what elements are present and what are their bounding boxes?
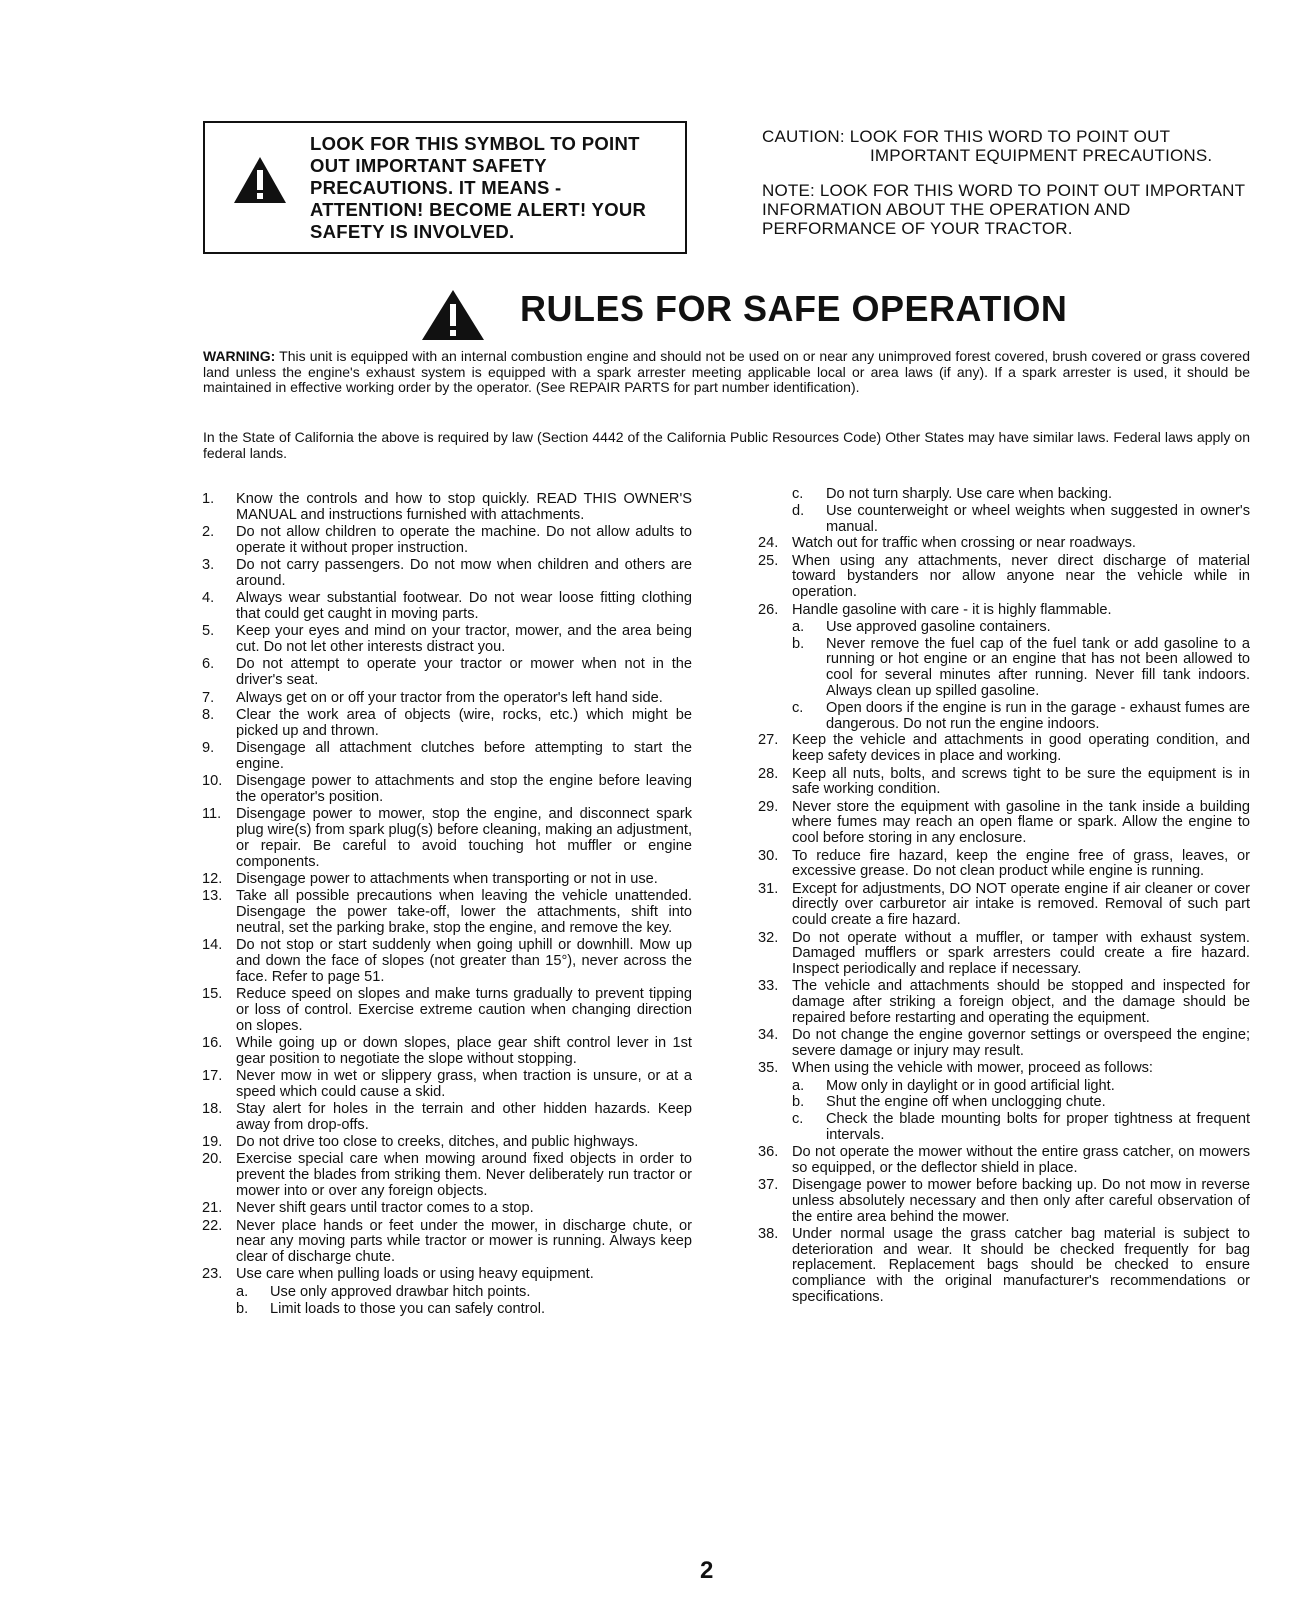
page-title: RULES FOR SAFE OPERATION: [520, 288, 1068, 329]
rule-item-number: 6.: [202, 656, 215, 673]
rule-item: [758, 1227, 1250, 1306]
rule-item-text: Keep the vehicle and attachments in good operating condition, and keep safety devices in place and working.: [792, 732, 1250, 765]
rule-item-number: 18.: [202, 1100, 223, 1117]
rule-item: [202, 889, 692, 936]
rule-item: [202, 1036, 692, 1068]
caution-line-1: CAUTION: LOOK FOR THIS WORD TO POINT OUT: [762, 127, 1171, 146]
rule-subitem-number: c.: [792, 1111, 804, 1128]
rule-item-number: 25.: [758, 552, 779, 569]
page-number: 2: [700, 1557, 714, 1584]
rule-item-text: Handle gasoline with care - it is highly flammable.: [792, 601, 1112, 618]
rule-item-text: The vehicle and attachments should be stopped and inspected for damage after striking a foreign object, and the damage should be repaired before restarting and operating the equipment.: [792, 978, 1250, 1026]
rule-item-number: 3.: [202, 557, 215, 574]
rule-item: [202, 591, 692, 623]
safety-symbol-box: [203, 121, 687, 254]
rule-subitem-text: Mow only in daylight or in good artificial light.: [826, 1077, 1115, 1094]
rule-item-number: 14.: [202, 937, 223, 954]
rule-item: [758, 767, 1250, 799]
rule-item: [202, 987, 692, 1034]
rule-item-number: 1.: [202, 491, 215, 507]
rule-item-text: Never mow in wet or slippery grass, when traction is unsure, or at a speed which could cause a skid.: [236, 1067, 692, 1100]
rule-item: [758, 733, 1250, 765]
rule-subitem-text: Use only approved drawbar hitch points.: [270, 1283, 531, 1300]
rule-item: [202, 708, 692, 740]
rule-item: [758, 979, 1250, 1026]
rule-item: [202, 657, 692, 689]
rule-item-number: 4.: [202, 590, 215, 607]
rule-subitem: [792, 637, 1250, 700]
rule-item-number: 19.: [202, 1134, 223, 1151]
rule-item-text: Never place hands or feet under the mower, in discharge chute, or near any moving parts while tractor or mower is running. Always keep clear of discharge chute.: [236, 1217, 692, 1266]
rule-subitem-text: Shut the engine off when unclogging chute.: [826, 1094, 1106, 1111]
rule-item: [202, 492, 692, 524]
rule-item-text: Reduce speed on slopes and make turns gradually to prevent tipping or loss of control. Exercise extreme caution when changing direction on slopes.: [236, 985, 692, 1034]
rule-item-number: 36.: [758, 1143, 779, 1160]
rule-item-number: 38.: [758, 1225, 779, 1242]
rule-item: [758, 603, 1250, 619]
rule-item-text: To reduce fire hazard, keep the engine free of grass, leaves, or excessive grease. Do not clean product while engine is running.: [792, 847, 1250, 880]
rule-item-text: Disengage power to attachments when transporting or not in use.: [236, 870, 658, 887]
rule-item-number: 22.: [202, 1217, 223, 1234]
rule-subitem: [792, 504, 1250, 536]
california-paragraph: In the State of California the above is required by law (Section 4442 of the California Public Resources Code) Other States may have similar laws. Federal laws apply on federal lands.: [203, 429, 1250, 461]
rule-item: [202, 1267, 692, 1283]
rule-subitem-text: Open doors if the engine is run in the garage - exhaust fumes are dangerous. Do not run the engine indoors.: [826, 699, 1250, 732]
rule-subitem: [792, 701, 1250, 733]
rule-item-number: 23.: [202, 1266, 223, 1283]
rule-subitem: [792, 1079, 1250, 1095]
rule-item: [758, 1061, 1250, 1077]
rule-subitem-number: b.: [792, 635, 805, 652]
rule-subitem: [792, 1112, 1250, 1144]
rule-subitem-number: b.: [792, 1094, 805, 1111]
warning-label: WARNING:: [203, 348, 276, 364]
rule-item-number: 16.: [202, 1034, 223, 1051]
rules-column-left: [202, 492, 692, 1318]
rule-subitem: [236, 1285, 692, 1301]
rule-item-text: When using any attachments, never direct discharge of material toward bystanders nor allow anyone near the vehicle while in operation.: [792, 552, 1250, 601]
rule-item-text: Keep all nuts, bolts, and screws tight to be sure the equipment is in safe working condition.: [792, 765, 1250, 798]
safety-symbol-text: LOOK FOR THIS SYMBOL TO POINT OUT IMPORTANT SAFETY PRECAUTIONS. IT MEANS - ATTENTION! BECOME ALERT! YOUR SAFETY IS INVOLVED.: [310, 133, 647, 242]
rule-subitem: [236, 1302, 692, 1318]
rule-item-text: Disengage all attachment clutches before attempting to start the engine.: [236, 739, 692, 772]
rule-item-number: 35.: [758, 1060, 779, 1077]
rule-subitem-number: a.: [792, 1077, 805, 1094]
rule-item: [758, 1145, 1250, 1177]
rule-item-text: Disengage power to attachments and stop the engine before leaving the operator's position.: [236, 773, 692, 805]
rule-item: [758, 882, 1250, 929]
rule-item-text: Disengage power to mower, stop the engine, and disconnect spark plug wire(s) from spark plug(s) before cleaning, making an adjustment, or repair. Be careful to avoid touching hot muffler or engine components.: [236, 806, 692, 870]
warning-paragraph: [203, 349, 1250, 396]
rule-item-text: Take all possible precautions when leaving the vehicle unattended. Disengage the power take-off, lower the attachments, shift into neutral, set the parking brake, stop the engine, and remove the key.: [236, 888, 692, 936]
rule-item: [758, 554, 1250, 601]
rule-subitem-text: Use counterweight or wheel weights when suggested in owner's manual.: [826, 502, 1250, 535]
note-text: NOTE: LOOK FOR THIS WORD TO POINT OUT IMPORTANT INFORMATION ABOUT THE OPERATION AND PERFORMANCE OF YOUR TRACTOR.: [762, 181, 1245, 238]
warning-triangle-icon: [420, 288, 486, 342]
rule-item-text: Do not allow children to operate the machine. Do not allow adults to operate it without proper instruction.: [236, 524, 692, 556]
rule-item-text: Keep your eyes and mind on your tractor, mower, and the area being cut. Do not let other interests distract you.: [236, 623, 692, 656]
rule-item-number: 15.: [202, 985, 223, 1002]
rule-item-number: 20.: [202, 1151, 223, 1168]
rule-item-number: 10.: [202, 773, 223, 790]
rule-item-number: 8.: [202, 706, 215, 723]
rule-item: [202, 525, 692, 557]
rule-subitem-number: a.: [792, 618, 805, 635]
rule-item: [202, 1152, 692, 1199]
rule-subitem-text: Limit loads to those you can safely control.: [270, 1300, 545, 1317]
rule-item-text: Watch out for traffic when crossing or near roadways.: [792, 535, 1136, 552]
rule-item-number: 12.: [202, 870, 223, 887]
warning-triangle-icon: [232, 155, 288, 205]
rule-item: [202, 1135, 692, 1151]
rule-item-number: 17.: [202, 1067, 223, 1084]
rule-item-text: Except for adjustments, DO NOT operate engine if air cleaner or cover directly over carburetor air intake is removed. Removal of such part could create a fire hazard.: [792, 880, 1250, 929]
rule-item-text: Disengage power to mower before backing up. Do not mow in reverse unless absolutely necessary and then only after careful observation of the entire area behind the mower.: [792, 1176, 1250, 1225]
rule-item-text: Do not drive too close to creeks, ditches, and public highways.: [236, 1134, 639, 1151]
rule-item-number: 7.: [202, 689, 215, 706]
rule-item-number: 29.: [758, 798, 779, 815]
rule-item-text: Never shift gears until tractor comes to a stop.: [236, 1200, 534, 1217]
rule-item-text: Do not stop or start suddenly when going uphill or downhill. Mow up and down the face of slopes (not greater than 15°), never across the face. Refer to page 51.: [236, 937, 692, 985]
rule-item-text: Do not attempt to operate your tractor or mower when not in the driver's seat.: [236, 656, 692, 689]
rule-item: [202, 1069, 692, 1101]
rule-item-number: 13.: [202, 888, 223, 905]
rule-item: [202, 938, 692, 985]
rule-item: [202, 558, 692, 590]
rule-item-number: 26.: [758, 601, 779, 618]
rule-item-text: Clear the work area of objects (wire, rocks, etc.) which might be picked up and thrown.: [236, 706, 692, 739]
rule-item-text: When using the vehicle with mower, proceed as follows:: [792, 1060, 1153, 1077]
rule-item: [758, 800, 1250, 847]
rule-item-text: Always get on or off your tractor from the operator's left hand side.: [236, 689, 663, 706]
rule-item-number: 2.: [202, 524, 215, 541]
rule-item-text: Do not change the engine governor settings or overspeed the engine; severe damage or injury may result.: [792, 1027, 1250, 1060]
rule-item-number: 5.: [202, 623, 215, 640]
rule-item-text: Exercise special care when mowing around fixed objects in order to prevent the blades from striking them. Never deliberately run tractor or mower into or over any foreign objects.: [236, 1151, 692, 1199]
rule-item-number: 11.: [202, 806, 222, 823]
rule-subitem-text: Check the blade mounting bolts for proper tightness at frequent intervals.: [826, 1111, 1250, 1144]
caution-note-block: [762, 127, 1250, 238]
rule-item: [758, 931, 1250, 978]
rule-item-text: Under normal usage the grass catcher bag material is subject to deterioration and wear. It should be checked frequently for bag replacement. Replacement bags should be checked to ensure compliance with the original manufacturer's recommendations or specifications.: [792, 1225, 1250, 1306]
rule-subitem: [792, 1095, 1250, 1111]
rule-item-text: Do not carry passengers. Do not mow when children and others are around.: [236, 557, 692, 589]
rule-item-number: 24.: [758, 535, 779, 552]
rule-item-text: Never store the equipment with gasoline in the tank inside a building where fumes may reach an open flame or spark. Allow the engine to cool before storing in any enclosure.: [792, 798, 1250, 847]
rule-subitem-number: c.: [792, 699, 804, 716]
rule-item-text: Know the controls and how to stop quickly. READ THIS OWNER'S MANUAL and instructions furnished with attachments.: [236, 491, 692, 523]
rule-item: [202, 1102, 692, 1134]
rule-item-text: While going up or down slopes, place gear shift control lever in 1st gear position to negotiate the slope without stopping.: [236, 1034, 692, 1067]
rule-subitem: [792, 487, 1250, 503]
rule-item: [202, 741, 692, 773]
rule-item: [202, 872, 692, 888]
rule-item-number: 21.: [202, 1200, 223, 1217]
rule-item-number: 30.: [758, 847, 779, 864]
rule-item-number: 9.: [202, 739, 215, 756]
rule-subitem-number: a.: [236, 1283, 249, 1300]
rule-item-number: 28.: [758, 765, 779, 782]
rule-item-number: 33.: [758, 978, 779, 995]
caution-line-2: IMPORTANT EQUIPMENT PRECAUTIONS.: [870, 146, 1213, 165]
rule-item: [202, 1201, 692, 1217]
rules-column-right: [758, 487, 1250, 1307]
rule-subitem-text: Do not turn sharply. Use care when backing.: [826, 486, 1113, 502]
rule-item: [202, 774, 692, 806]
rule-item: [758, 536, 1250, 552]
rule-item: [202, 691, 692, 707]
rule-item-number: 32.: [758, 929, 779, 946]
rule-item-text: Always wear substantial footwear. Do not wear loose fitting clothing that could get caught in moving parts.: [236, 590, 692, 623]
rule-subitem-text: Use approved gasoline containers.: [826, 618, 1051, 635]
rule-item-text: Stay alert for holes in the terrain and other hidden hazards. Keep away from drop-offs.: [236, 1100, 692, 1133]
rule-item: [202, 1219, 692, 1266]
rule-item-text: Use care when pulling loads or using heavy equipment.: [236, 1266, 594, 1283]
rule-subitem-number: d.: [792, 502, 805, 519]
rule-item-number: 34.: [758, 1027, 779, 1044]
rule-item: [758, 1178, 1250, 1225]
rule-item-text: Do not operate without a muffler, or tamper with exhaust system. Damaged mufflers or spark arresters could create a fire hazard. Inspect periodically and replace if necessary.: [792, 929, 1250, 978]
rule-item: [758, 849, 1250, 881]
warning-text: This unit is equipped with an internal combustion engine and should not be used on or near any unimproved forest covered, brush covered or grass covered land unless the engine's exhaust system is equipped with a spark arrester meeting applicable local or area laws (if any). If a spark arrester is used, it should be maintained in effective working order by the operator. (See REPAIR PARTS for part number identification).: [203, 348, 1250, 395]
rule-item: [758, 1028, 1250, 1060]
rule-item-number: 37.: [758, 1176, 779, 1193]
rule-subitem-number: b.: [236, 1300, 249, 1317]
rule-item: [202, 624, 692, 656]
rule-item-text: Do not operate the mower without the entire grass catcher, on mowers so equipped, or the deflector shield in place.: [792, 1143, 1250, 1176]
rule-item-number: 31.: [758, 880, 779, 897]
rule-subitem: [792, 620, 1250, 636]
rule-subitem-text: Never remove the fuel cap of the fuel tank or add gasoline to a running or hot engine or an engine that has not been allowed to cool for several minutes after running. Never fill tank indoors. Always clean up spilled gasoline.: [826, 635, 1250, 700]
rule-item: [202, 807, 692, 870]
rule-item-number: 27.: [758, 732, 779, 749]
rule-subitem-number: c.: [792, 486, 804, 502]
